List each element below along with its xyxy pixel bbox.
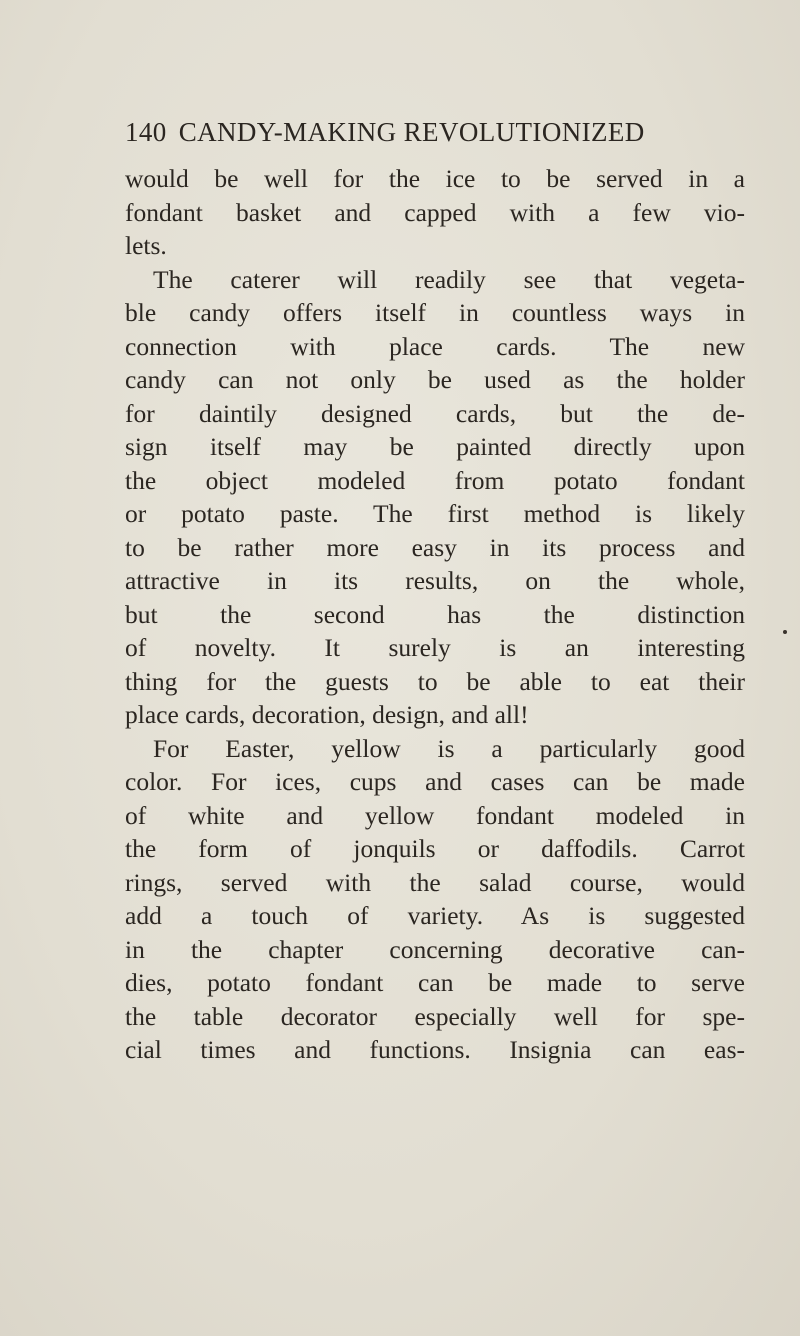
text-line: for daintily designed cards, but the de- [125, 398, 745, 428]
text-line: connection with place cards. The new [125, 331, 745, 361]
text-line: color. For ices, cups and cases can be made [125, 767, 745, 796]
body-text [125, 162, 745, 1067]
text-line: but the second has the distinction [125, 599, 745, 629]
ink-speck [783, 630, 787, 634]
text-line: of novelty. It surely is an interesting [125, 633, 745, 662]
text-line: dies, potato fondant can be made to serve [125, 968, 745, 997]
text-line: or potato paste. The first method is likely [125, 499, 745, 528]
text-line: cial times and functions. Insignia can eas- [125, 1035, 745, 1064]
running-header [125, 117, 745, 153]
text-line: would be well for the ice to be served in a [125, 164, 745, 193]
text-line: the form of jonquils or daffodils. Carrot [125, 834, 745, 863]
text-line: of white and yellow fondant modeled in [125, 800, 745, 830]
text-line: The caterer will readily see that vegeta- [153, 264, 745, 294]
text-line: add a touch of variety. As is suggested [125, 901, 745, 930]
text-line: fondant basket and capped with a few vio- [125, 197, 745, 227]
text-line: sign itself may be painted directly upon [125, 432, 745, 461]
text-line: rings, served with the salad course, would [125, 867, 745, 897]
text-line: ble candy offers itself in countless ways in [125, 298, 745, 327]
text-line: For Easter, yellow is a particularly good [153, 733, 745, 763]
text-line: attractive in its results, on the whole, [125, 566, 745, 595]
text-line: candy can not only be used as the holder [125, 365, 745, 394]
text-line: to be rather more easy in its process and [125, 532, 745, 562]
text-line: thing for the guests to be able to eat their [125, 666, 745, 696]
text-line: the table decorator especially well for spe- [125, 1001, 745, 1031]
text-line: lets. [125, 231, 167, 260]
text-line: in the chapter concerning decorative can- [125, 934, 745, 964]
page-number: 140 [125, 117, 167, 147]
running-title: CANDY-MAKING REVOLUTIONIZED [178, 117, 645, 147]
text-line: place cards, decoration, design, and all! [125, 700, 529, 729]
text-line: the object modeled from potato fondant [125, 465, 745, 495]
